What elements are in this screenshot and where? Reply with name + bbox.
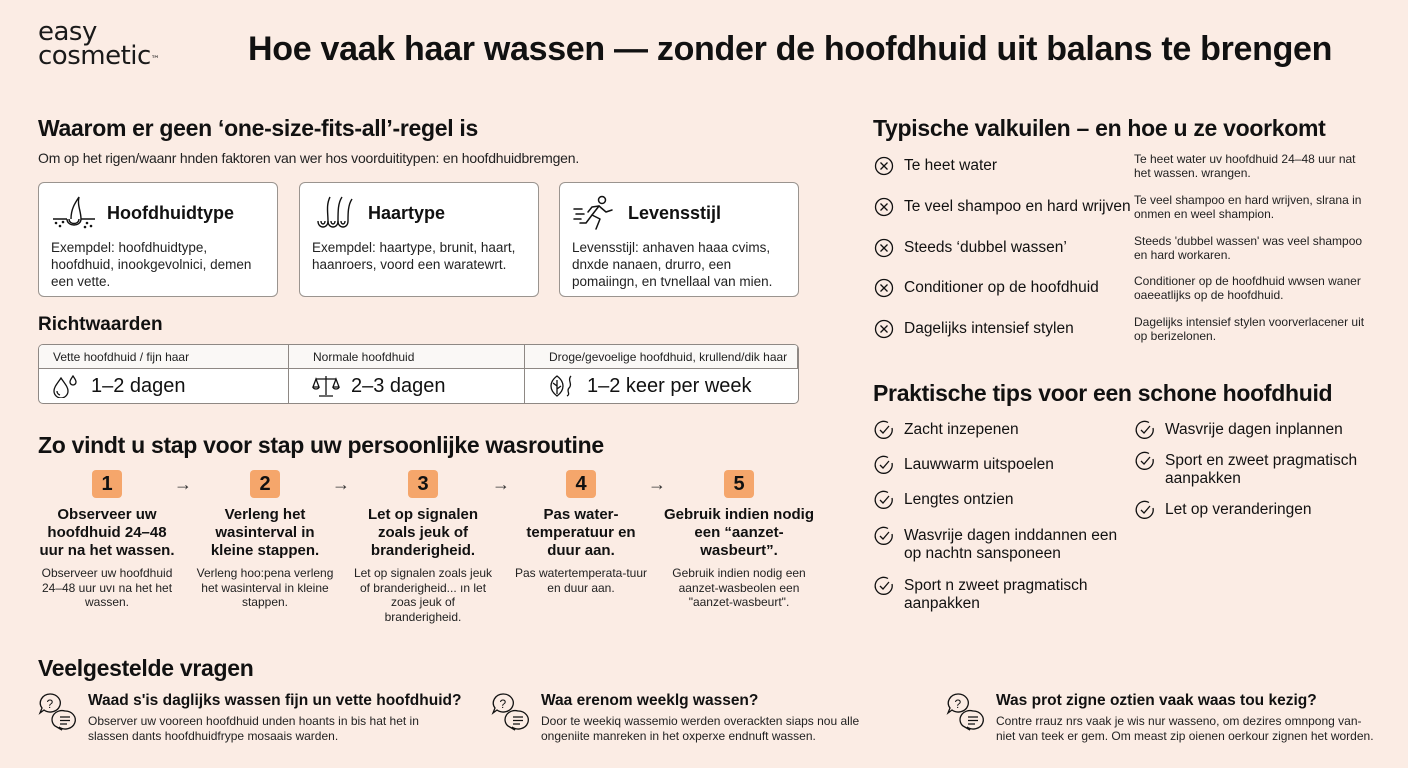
step-badge: 2 (250, 470, 280, 498)
step-5 (663, 470, 815, 610)
chat-question-icon (946, 692, 988, 732)
water-drops-icon (51, 374, 81, 398)
check-circle-icon (874, 420, 894, 440)
faq-answer: Observer uw vooreen hoofdhuid unden hoants in bis hat het in slassen dants hoofdhuidfrype mosaais warden. (88, 714, 419, 743)
card-title: Haartype (368, 202, 446, 223)
check-circle-icon (874, 526, 894, 546)
pitfall-label: Steeds ‘dubbel wassen’ (904, 239, 1067, 256)
step-desc: Pas watertemperata-tuur en duur aan. (514, 566, 648, 595)
interval-value: 1–2 keer per week (587, 374, 752, 397)
faq-answer: Door te weekiq wassemio werden overackten siaps nou alle ongeniite manreken in het oxperxe endnuft wassen. (541, 714, 860, 743)
guidelines-table (38, 344, 799, 404)
faq-item[interactable] (38, 692, 462, 744)
step-badge: 4 (566, 470, 596, 498)
card-body: Exempdel: haartype, brunit, haart, haanroers, voord een waratewrt. (312, 240, 516, 272)
tip-text: Sport n zweet pragmatisch aanpakken (904, 577, 1088, 612)
step-title: Observeer uw hoofdhuid 24–48 uur na het wassen. (39, 506, 175, 559)
step-title: Pas water-temperatuur en duur aan. (526, 506, 636, 559)
tip-text: Zacht inzepenen (904, 421, 1019, 438)
step-title: Let op signalen zoals jeuk of branderigheid. (367, 506, 478, 559)
hair-strands-icon (312, 195, 358, 231)
trademark: ™ (150, 55, 160, 65)
x-circle-icon (874, 197, 894, 217)
step-desc: Observeer uw hoofdhuid 24–48 uur uvı na het het wassen. (41, 566, 173, 609)
card-body: Exempdel: hoofdhuidtype, hoofdhuid, inookgevolnici, demen een vette. (51, 240, 252, 289)
tip-item (874, 577, 1124, 613)
tip-text: Wasvrije dagen inplannen (1165, 421, 1343, 438)
step-1 (37, 470, 177, 610)
steps-heading: Zo vindt u stap voor stap uw persoonlijke wasroutine (38, 432, 604, 458)
card-title: Levensstijl (628, 202, 722, 223)
page-title: Hoe vaak haar wassen — zonder de hoofdhuid uit balans te brengen (248, 30, 1333, 68)
pitfall-desc: Conditioner op de hoofdhuid wwsen waner oaeeatlijks op de hoofdhuid. (1134, 274, 1361, 302)
faq-item[interactable] (946, 692, 1376, 744)
tip-item (1135, 421, 1365, 440)
pitfall-label: Te heet water (904, 157, 998, 174)
leaf-curl-icon (547, 374, 577, 398)
pitfall-item (874, 234, 1374, 262)
pitfall-item (874, 152, 1374, 180)
chat-question-icon (38, 692, 80, 732)
step-2 (195, 470, 335, 610)
step-desc: Gebruik indien nodig een aanzet-wasbeolen een "aanzet-wasbeurt". (672, 566, 806, 609)
svg-text:?: ? (46, 697, 54, 711)
balance-scale-icon (311, 374, 341, 398)
check-circle-icon (874, 455, 894, 475)
pitfall-desc: Te veel shampoo en hard wrijven, slrana in onmen en weel shampion. (1134, 193, 1362, 221)
x-circle-icon (874, 278, 894, 298)
faq-heading: Veelgestelde vragen (38, 655, 254, 681)
factor-card-scalp-type (38, 182, 278, 297)
arrow-right-icon: → (174, 474, 192, 494)
tip-text: Sport en zweet pragmatisch aanpakken (1165, 452, 1358, 487)
pitfall-item (874, 274, 1374, 302)
brand-logo (38, 17, 160, 71)
x-circle-icon (874, 238, 894, 258)
why-heading: Waarom er geen ‘one-size-fits-all’-regel is (38, 115, 478, 141)
svg-text:?: ? (499, 697, 507, 711)
tip-item (874, 527, 1124, 563)
faq-item[interactable] (491, 692, 911, 744)
step-desc: Verleng hoo:pena verleng het wasinterval in kleine stappen. (196, 566, 334, 609)
check-circle-icon (874, 576, 894, 596)
card-title: Hoofdhuidtype (107, 202, 234, 223)
chat-question-icon (491, 692, 533, 732)
tip-text: Lengtes ontzien (904, 491, 1014, 508)
step-desc: Let op signalen zoals jeuk of branderigheid... ın let zoas jeuk of branderigheid. (353, 566, 493, 624)
tip-text: Lauwwarm uitspoelen (904, 456, 1054, 473)
tip-text: Wasvrije dagen inddannen een op nachtn sansponeen (904, 527, 1118, 562)
pitfall-desc: Steeds 'dubbel wassen' was veel shampoo en hard workaren. (1134, 234, 1363, 262)
pitfall-desc: Te heet water uv hoofdhuid 24–48 uur nat het wassen. wrangen. (1134, 152, 1356, 180)
tips-heading: Praktische tips voor een schone hoofdhuid (873, 380, 1333, 406)
arrow-right-icon: → (332, 474, 350, 494)
step-badge: 3 (408, 470, 438, 498)
factor-card-hair-type (299, 182, 539, 297)
tip-item (1135, 452, 1365, 488)
interval-value: 1–2 dagen (91, 374, 186, 397)
check-circle-icon (1135, 420, 1155, 440)
tip-item (874, 491, 1124, 510)
check-circle-icon (1135, 500, 1155, 520)
faq-question: Waad s'is daglijks wassen fijn un vette hoofdhuid? (88, 692, 462, 709)
step-4 (511, 470, 651, 595)
tip-text: Let op veranderingen (1165, 501, 1312, 518)
table-cell-normal (289, 369, 525, 403)
pitfalls-heading: Typische valkuilen – en hoe u ze voorkomt (873, 115, 1326, 141)
faq-answer: Contre rrauz nrs vaak je wis nur wasseno, om dezires omnpong van-niet van teek er gem. Om meast zip oienen oerkour zignen het worden. (996, 714, 1374, 743)
faq-question: Was prot zigne oztien vaak waas tou kezig? (996, 692, 1317, 709)
logo-line-1: easy (38, 17, 97, 47)
table-header-oily: Vette hoofdhuid / fijn haar (39, 345, 289, 369)
interval-value: 2–3 dagen (351, 374, 446, 397)
step-title: Gebruik indien nodig een “aanzet-wasbeurt”. (664, 506, 814, 559)
tip-item (874, 456, 1124, 475)
x-circle-icon (874, 319, 894, 339)
table-header-normal: Normale hoofdhuid (289, 345, 525, 369)
logo-line-2: cosmetic (38, 41, 151, 71)
check-circle-icon (874, 490, 894, 510)
guidelines-heading: Richtwaarden (38, 314, 163, 335)
hair-follicle-icon (51, 195, 97, 231)
step-badge: 5 (724, 470, 754, 498)
pitfall-item (874, 315, 1374, 343)
tip-item (1135, 501, 1365, 520)
faq-question: Waa erenom weeklg wassen? (541, 692, 759, 709)
pitfall-item (874, 193, 1374, 221)
table-cell-dry (525, 369, 798, 403)
step-title: Verleng het wasinterval in kleine stappen. (210, 506, 320, 559)
table-header-dry: Droge/gevoelige hoofdhuid, krullend/dik haar (525, 345, 798, 369)
factor-card-lifestyle (559, 182, 799, 297)
step-badge: 1 (92, 470, 122, 498)
table-cell-oily (39, 369, 289, 403)
running-person-icon (572, 195, 618, 231)
pitfall-desc: Dagelijks intensief stylen voorverlacener uit op berizelonen. (1134, 315, 1365, 343)
svg-text:?: ? (954, 697, 962, 711)
pitfall-label: Dagelijks intensief stylen (904, 320, 1074, 337)
check-circle-icon (1135, 451, 1155, 471)
pitfall-label: Te veel shampoo en hard wrijven (904, 198, 1131, 215)
arrow-right-icon: → (648, 474, 666, 494)
step-3 (353, 470, 493, 624)
why-intro: Om op het rigen/waanr hnden faktoren van wer hos voorduititypen: en hoofdhuidbremgen. (38, 150, 580, 166)
pitfall-label: Conditioner op de hoofdhuid (904, 279, 1099, 296)
arrow-right-icon: → (492, 474, 510, 494)
card-body: Levensstijl: anhaven haaa cvims, dnxde nanaen, drurro, een pomaiingn, en tvnellaal van mien. (572, 240, 773, 289)
x-circle-icon (874, 156, 894, 176)
tip-item (874, 421, 1124, 440)
